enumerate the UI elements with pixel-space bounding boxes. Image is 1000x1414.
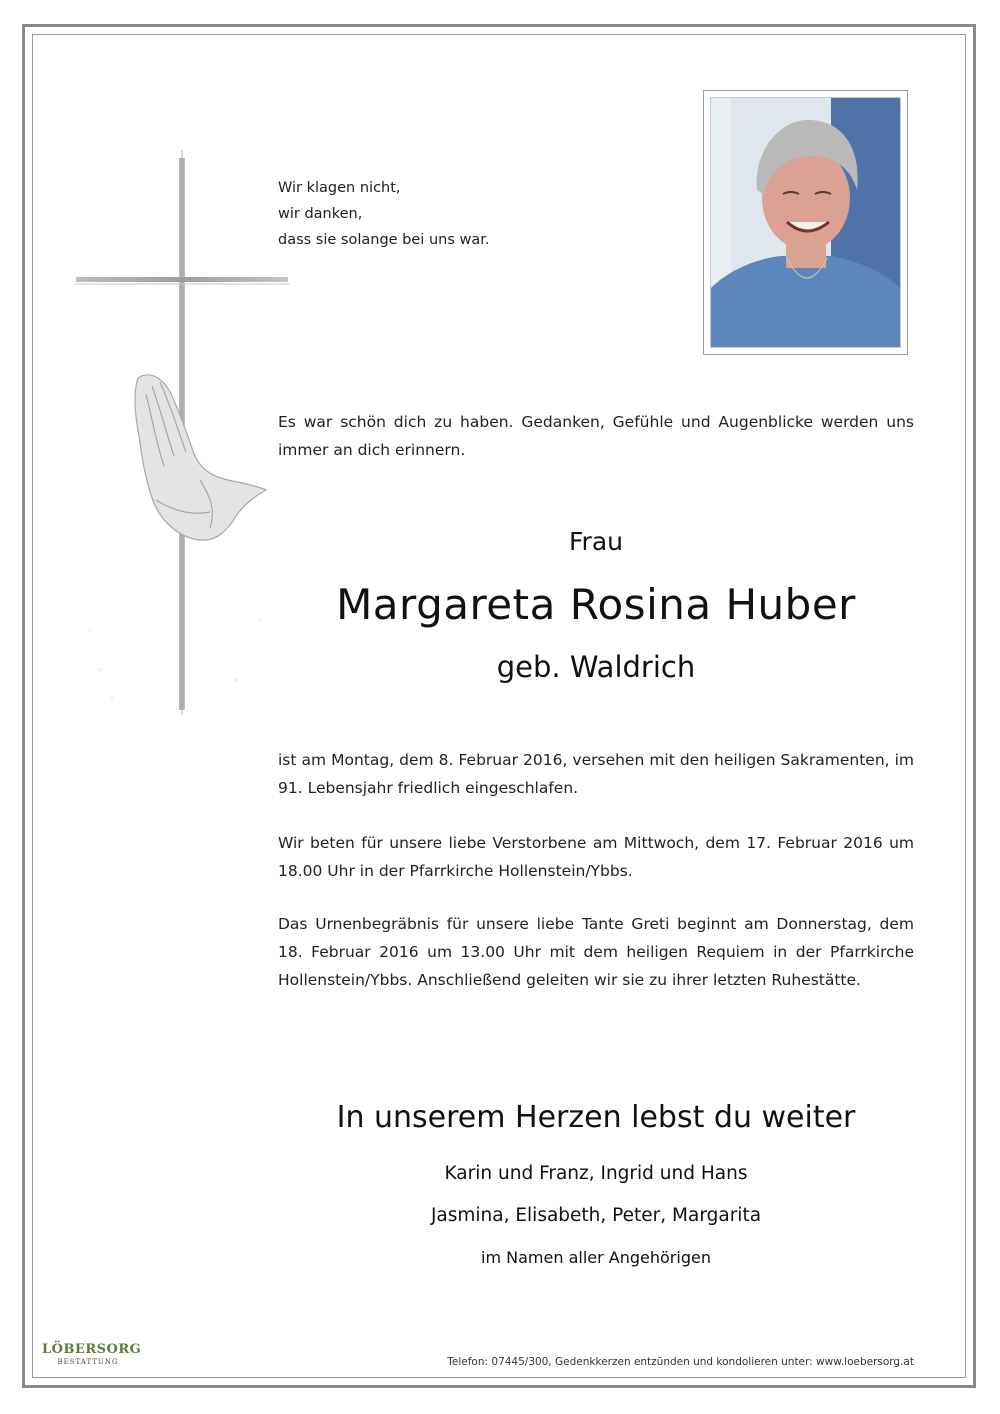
- footer-contact: Telefon: 07445/300, Gedenkkerzen entzünden und kondolieren unter: www.loebersorg.at: [447, 1356, 914, 1368]
- opening-quote: [278, 175, 489, 253]
- quote-line-3: dass sie solange bei uns war.: [278, 232, 490, 248]
- birth-name: geb. Waldrich: [496, 650, 696, 684]
- mourners-line-3: im Namen aller Angehörigen: [481, 1248, 711, 1267]
- burial-paragraph: Das Urnenbegräbnis für unsere liebe Tante Greti beginnt am Donnerstag, dem 18. Februar 2016 um 13.00 Uhr mit dem heiligen Requiem in der Pfarrkirche Hollenstein/Ybbs. Anschließend geleiten wir sie zu ihrer letzten Ruhestätte.: [278, 915, 914, 989]
- mourners-line-1: Karin und Franz, Ingrid und Hans: [444, 1163, 748, 1184]
- cross-with-praying-hands-icon: [60, 150, 300, 720]
- quote-line-2: wir danken,: [278, 206, 363, 222]
- logo-name: LÖBERSORG: [42, 1342, 142, 1357]
- death-notice-paragraph: ist am Montag, dem 8. Februar 2016, versehen mit den heiligen Sakramenten, im 91. Lebensjahr friedlich eingeschlafen.: [278, 751, 914, 797]
- prayer-paragraph: Wir beten für unsere liebe Verstorbene am Mittwoch, dem 17. Februar 2016 um 18.00 Uhr in der Pfarrkirche Hollenstein/Ybbs.: [278, 834, 914, 880]
- funeral-home-logo: [42, 1342, 142, 1366]
- salutation: Frau: [568, 527, 623, 556]
- intro-text: Es war schön dich zu haben. Gedanken, Gefühle und Augenblicke werden uns immer an dich erinnern.: [278, 413, 914, 459]
- quote-line-1: Wir klagen nicht,: [278, 180, 401, 196]
- mourners-line-2: Jasmina, Elisabeth, Peter, Margarita: [430, 1205, 762, 1226]
- logo-subtitle: BESTATTUNG: [57, 1358, 119, 1366]
- portrait-photo: [710, 97, 901, 348]
- deceased-name: Margareta Rosina Huber: [336, 580, 856, 629]
- closing-motto: In unserem Herzen lebst du weiter: [336, 1100, 856, 1135]
- portrait-frame: [703, 90, 908, 355]
